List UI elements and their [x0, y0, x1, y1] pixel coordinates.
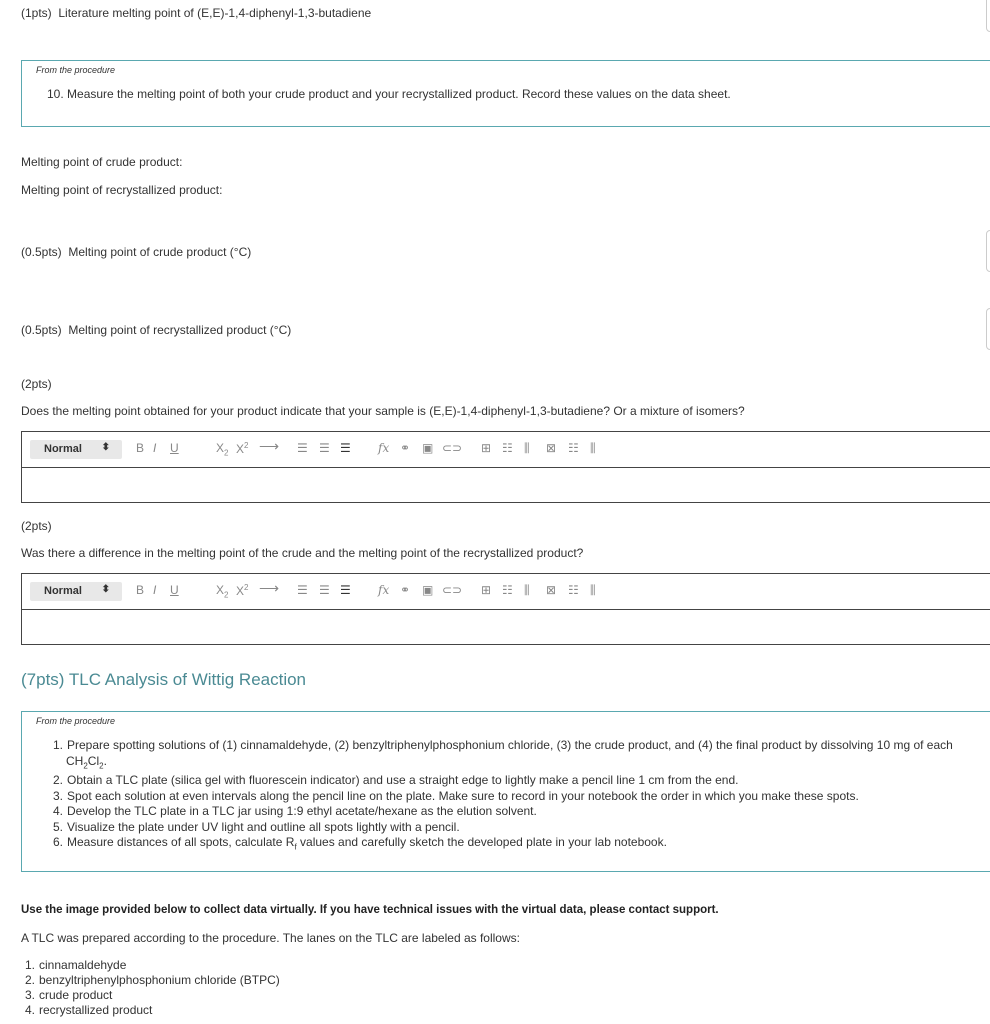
- subscript-icon[interactable]: $X_2$: [216, 583, 229, 600]
- step-num: 5.: [53, 819, 64, 834]
- procedure-step-10: [47, 87, 731, 101]
- procedure-step-text: Measure the melting point of both your crude product and your recrystallized product. Record these values on the data sheet.: [67, 87, 731, 101]
- step-num: 3.: [53, 788, 64, 803]
- procedure-step: [53, 804, 990, 820]
- format-select[interactable]: [30, 582, 122, 601]
- image-icon[interactable]: ▣: [422, 583, 434, 597]
- answer-input-lit-mp[interactable]: [986, 0, 990, 32]
- table-delete-icon[interactable]: ⊠: [546, 441, 557, 455]
- bold-icon[interactable]: B: [136, 441, 145, 455]
- format-select-value: Normal: [44, 585, 82, 597]
- step-num: 6.: [53, 835, 64, 850]
- align-icon[interactable]: ☰: [340, 583, 351, 597]
- superscript-icon[interactable]: $X^2$: [236, 441, 249, 456]
- lane-num: 1.: [25, 958, 36, 972]
- row-insert-icon[interactable]: ☷: [568, 583, 579, 597]
- table-cols-icon[interactable]: ⫼: [524, 441, 530, 455]
- procedure-step: [53, 738, 990, 754]
- select-arrows-icon: ⬍: [101, 584, 110, 595]
- underline-icon[interactable]: U: [170, 441, 179, 455]
- question-text-isomers: Does the melting point obtained for your product indicate that your sample is (E,E)-1,4-diphenyl-1,3-butadiene? Or a mixture of isomers?: [21, 404, 745, 418]
- select-arrows-icon: ⬍: [101, 442, 110, 453]
- question-text-difference: Was there a difference in the melting point of the crude and the melting point of the recrystallized product?: [21, 546, 584, 560]
- editor-text-area[interactable]: [22, 611, 990, 645]
- lane-label: cinnamaldehyde: [39, 958, 127, 972]
- table-delete-icon[interactable]: ⊠: [546, 583, 557, 597]
- step-num: 4.: [53, 804, 64, 819]
- step-num: 2.: [53, 773, 64, 788]
- table-rows-icon[interactable]: ☷: [502, 441, 513, 455]
- question-lit-mp: [21, 6, 371, 20]
- formula-part: .: [103, 753, 107, 768]
- rich-text-editor-isomers: [21, 431, 990, 503]
- formula-icon[interactable]: fx: [378, 583, 390, 597]
- virtual-data-notice: Use the image provided below to collect data virtually. If you have technical issues with the virtual data, please contact support.: [21, 904, 719, 916]
- lane-item: [21, 1003, 280, 1018]
- section-title-tlc: (7pts) TLC Analysis of Wittig Reaction: [21, 670, 307, 689]
- question-crude-mp: [21, 245, 251, 259]
- step-text: Visualize the plate under UV light and outline all spots lightly with a pencil.: [67, 819, 460, 834]
- col-insert-icon[interactable]: ⫼: [590, 441, 596, 455]
- link-icon[interactable]: ⚭: [400, 441, 411, 455]
- ordered-list-icon[interactable]: ☰: [297, 441, 308, 455]
- answer-input-crude-mp[interactable]: [986, 230, 990, 272]
- image-icon[interactable]: ▣: [422, 441, 434, 455]
- procedure-box-tlc: [21, 711, 990, 872]
- editor-text-area[interactable]: [22, 469, 990, 503]
- superscript-icon[interactable]: $X^2$: [236, 583, 249, 598]
- editor-toolbar: [22, 574, 990, 610]
- table-cols-icon[interactable]: ⫼: [524, 583, 530, 597]
- step-text-pre: Measure distances of all spots, calculate R: [67, 835, 295, 850]
- lane-label: recrystallized product: [39, 1003, 153, 1017]
- question-points: (0.5pts): [21, 245, 62, 259]
- attachment-icon[interactable]: ⊂⊃: [442, 583, 463, 597]
- format-select-value: Normal: [44, 443, 82, 455]
- tlc-intro-text: A TLC was prepared according to the procedure. The lanes on the TLC are labeled as follows:: [21, 931, 520, 945]
- step-text: Develop the TLC plate in a TLC jar using 1:9 ethyl acetate/hexane as the elution solvent.: [67, 804, 537, 819]
- question-recryst-mp: [21, 323, 291, 337]
- formula-icon[interactable]: fx: [378, 441, 390, 455]
- step-text: Prepare spotting solutions of (1) cinnamaldehyde, (2) benzyltriphenylphosphonium chloride, (3) the crude product, and (4) the final product by dissolving 10 mg of each: [67, 738, 953, 752]
- ordered-list-icon[interactable]: ☰: [297, 583, 308, 597]
- question-text: Melting point of recrystallized product (°C): [68, 323, 292, 337]
- datasheet-crude-mp-label: Melting point of crude product:: [21, 155, 183, 169]
- rich-text-editor-difference: [21, 573, 990, 645]
- step-text: Obtain a TLC plate (silica gel with fluorescein indicator) and use a straight edge to lightly make a pencil line 1 cm from the end.: [67, 773, 739, 788]
- procedure-step: [53, 835, 990, 855]
- step-num: 1.: [53, 738, 64, 752]
- lane-item: [21, 988, 280, 1003]
- table-icon[interactable]: ⊞: [481, 441, 492, 455]
- format-select[interactable]: [30, 440, 122, 459]
- procedure-step: [53, 789, 990, 805]
- table-rows-icon[interactable]: ☷: [502, 583, 513, 597]
- align-icon[interactable]: ☰: [340, 441, 351, 455]
- lane-num: 4.: [25, 1003, 36, 1017]
- formula-part: CH: [66, 753, 84, 768]
- procedure-step: [53, 820, 990, 836]
- formula-sub: 2: [99, 760, 104, 770]
- question-text: Literature melting point of (E,E)-1,4-diphenyl-1,3-butadiene: [58, 6, 372, 20]
- italic-icon[interactable]: I: [153, 441, 157, 455]
- question-points-q4: (2pts): [21, 377, 52, 391]
- tlc-lanes-list: [21, 958, 280, 1018]
- lane-num: 3.: [25, 988, 36, 1002]
- procedure-steps-list: [53, 738, 990, 855]
- procedure-step-num: 10.: [47, 87, 64, 101]
- underline-icon[interactable]: U: [170, 583, 179, 597]
- lane-label: crude product: [39, 988, 113, 1002]
- question-points-q5: (2pts): [21, 519, 52, 533]
- step-text-sub: f: [294, 842, 297, 852]
- question-text: Melting point of crude product (°C): [68, 245, 252, 259]
- datasheet-recryst-mp-label: Melting point of recrystallized product:: [21, 183, 223, 197]
- italic-icon[interactable]: I: [153, 583, 157, 597]
- row-insert-icon[interactable]: ☷: [568, 441, 579, 455]
- question-points: (1pts): [21, 6, 52, 20]
- step-text: Spot each solution at even intervals along the pencil line on the plate. Make sure to record in your notebook the order in which you make these spots.: [67, 788, 859, 803]
- lane-item: [21, 973, 280, 988]
- table-icon[interactable]: ⊞: [481, 583, 492, 597]
- formula-part: Cl: [87, 753, 100, 768]
- subscript-icon[interactable]: $X_2$: [216, 441, 229, 458]
- col-insert-icon[interactable]: ⫼: [590, 583, 596, 597]
- procedure-step-continuation: [53, 754, 990, 774]
- procedure-box-melting-point: [21, 60, 990, 127]
- editor-toolbar: [22, 432, 990, 468]
- bullet-list-icon[interactable]: ☰: [319, 583, 330, 597]
- lane-num: 2.: [25, 973, 36, 987]
- lane-label: benzyltriphenylphosphonium chloride (BTPC): [39, 973, 280, 987]
- formula-sub: 2: [83, 760, 88, 770]
- lane-item: [21, 958, 280, 973]
- question-points: (0.5pts): [21, 323, 62, 337]
- arrow-right-icon[interactable]: ⟶: [259, 580, 280, 596]
- procedure-label: From the procedure: [36, 716, 116, 726]
- link-icon[interactable]: ⚭: [400, 583, 411, 597]
- procedure-step: [53, 773, 990, 789]
- procedure-label: From the procedure: [36, 65, 116, 75]
- arrow-right-icon[interactable]: ⟶: [259, 438, 280, 454]
- answer-input-recryst-mp[interactable]: [986, 308, 990, 350]
- bold-icon[interactable]: B: [136, 583, 145, 597]
- step-text-post: values and carefully sketch the developed plate in your lab notebook.: [296, 835, 667, 850]
- bullet-list-icon[interactable]: ☰: [319, 441, 330, 455]
- attachment-icon[interactable]: ⊂⊃: [442, 441, 463, 455]
